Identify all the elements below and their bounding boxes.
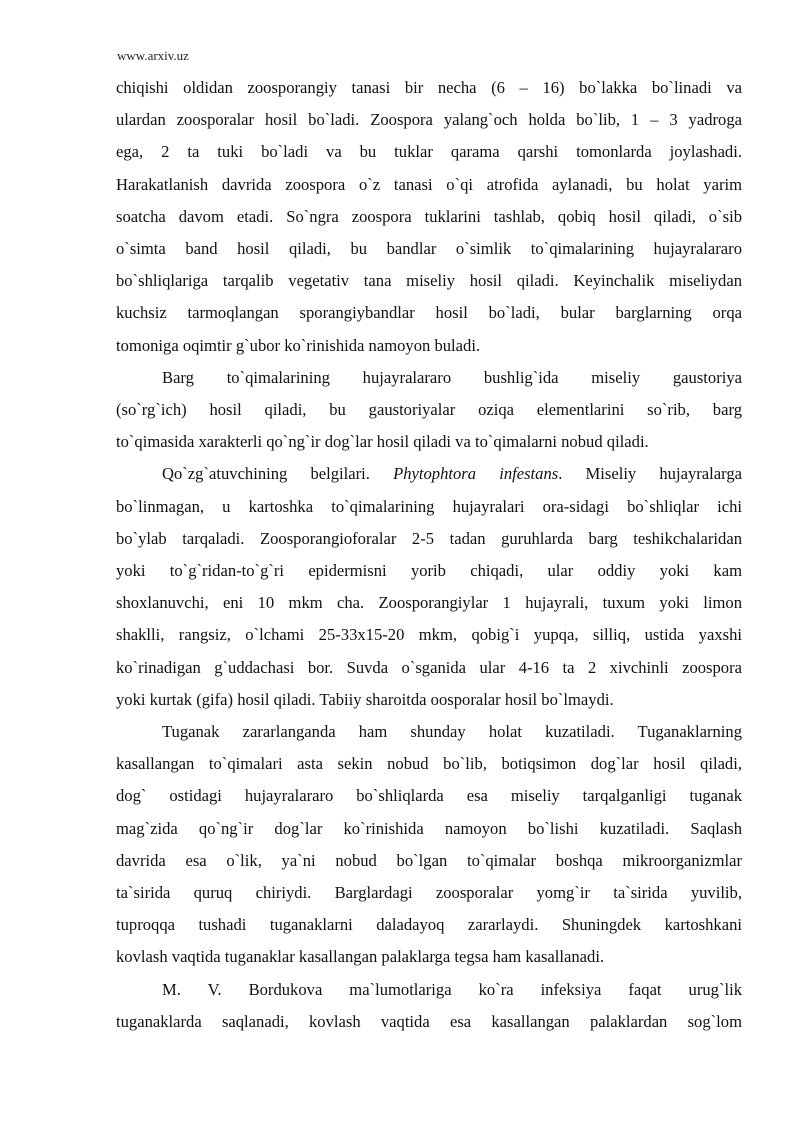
text-line: chiqishi oldidan zoosporangiy tanasi bir necha (6 – 16) bo`lakka bo`linadi va <box>116 78 742 97</box>
text-line: yoki to`g`ridan-to`g`ri epidermisni yorib chiqadi, ular oddiy yoki kam <box>116 561 742 581</box>
text-line: kasallangan to`qimalari asta sekin nobud bo`lib, botiqsimon dog`lar hosil qiladi, <box>116 754 742 774</box>
text-line: bo`linmagan, u kartoshka to`qimalarining hujayralari ora-sidagi bo`shliqlar ichi <box>116 496 742 516</box>
paragraph-5 <box>116 974 742 1038</box>
text-line: bo`ylab tarqaladi. Zoosporangioforalar 2-5 tadan guruhlarda barg teshikchalaridan <box>116 528 742 548</box>
paragraph-lead-rest: . Miseliy hujayralarga <box>558 464 742 484</box>
text-line: kuchsiz tarmoqlangan sporangiybandlar hosil bo`ladi, bular barglarning orqa <box>116 303 742 323</box>
paragraph-4 <box>116 716 742 974</box>
text-line: Harakatlanish davrida zoospora o`z tanasi o`qi atrofida aylanadi, bu holat yarim <box>116 174 742 194</box>
text-line-with-italic <box>116 458 742 490</box>
text-line: tomoniga oqimtir g`ubor ko`rinishida namoyon buladi. <box>116 335 481 355</box>
text-line: davrida esa o`lik, ya`ni nobud bo`lgan to`qimalar boshqa mikroorganizmlar <box>116 850 742 870</box>
text-line: ulardan zoosporalar hosil bo`ladi. Zoospora yalang`och holda bo`lib, 1 – 3 yadroga <box>116 110 742 130</box>
text-line: (so`rg`ich) hosil qiladi, bu gaustoriyalar oziqa elementlarini so`rib, barg <box>116 400 742 420</box>
document-body <box>116 72 742 1038</box>
source-url: www.arxiv.uz <box>117 48 189 63</box>
paragraph-lead: Qo`zg`atuvchining belgilari. <box>162 464 394 484</box>
text-line: mag`zida qo`ng`ir dog`lar ko`rinishida namoyon bo`lishi kuzatiladi. Saqlash <box>116 818 742 838</box>
text-line: yoki kurtak (gifa) hosil qiladi. Tabiiy sharoitda oosporalar hosil bo`lmaydi. <box>116 689 614 709</box>
text-line: tuganaklarda saqlanadi, kovlash vaqtida esa kasallangan palaklardan sog`lom <box>116 1011 742 1031</box>
text-line: shaklli, rangsiz, o`lchami 25-33x15-20 mkm, qobig`i yupqa, silliq, ustida yaxshi <box>116 625 742 645</box>
paragraph-2 <box>116 362 742 459</box>
species-name: Phytophtora infestans <box>393 464 559 484</box>
text-line: o`simta band hosil qiladi, bu bandlar o`simlik to`qimalarining hujayralararo <box>116 239 742 259</box>
text-line: shoxlanuvchi, eni 10 mkm cha. Zoosporangiylar 1 hujayrali, tuxum yoki limon <box>116 593 742 613</box>
text-line: soatcha davom etadi. So`ngra zoospora tuklarini tashlab, qobiq hosil qiladi, o`sib <box>116 206 742 226</box>
text-line: ko`rinadigan g`uddachasi bor. Suvda o`sganida ular 4-16 ta 2 xivchinli zoospora <box>116 657 742 677</box>
text-line: to`qimasida xarakterli qo`ng`ir dog`lar hosil qiladi va to`qimalarni nobud qiladi. <box>116 432 649 452</box>
text-line: ega, 2 ta tuki bo`ladi va bu tuklar qarama qarshi tomonlarda joylashadi. <box>116 142 742 162</box>
paragraph-1 <box>116 72 742 362</box>
text-line: M. V. Bordukova ma`lumotlariga ko`ra infeksiya faqat urug`lik <box>162 979 742 999</box>
text-line: bo`shliqlariga tarqalib vegetativ tana miseliy hosil qiladi. Keyinchalik miseliydan <box>116 271 742 291</box>
text-line: Barg to`qimalarining hujayralararo bushlig`ida miseliy gaustoriya <box>162 367 742 387</box>
paragraph-3 <box>116 458 742 716</box>
text-line: ta`sirida quruq chiriydi. Barglardagi zoosporalar yomg`ir ta`sirida yuvilib, <box>116 883 742 903</box>
text-line: Tuganak zararlanganda ham shunday holat kuzatiladi. Tuganaklarning <box>162 722 742 742</box>
text-line: dog` ostidagi hujayralararo bo`shliqlarda esa miseliy tarqalganligi tuganak <box>116 786 742 806</box>
text-line: kovlash vaqtida tuganaklar kasallangan palaklarga tegsa ham kasallanadi. <box>116 947 605 967</box>
text-line: tuproqqa tushadi tuganaklarni daladayoq zararlaydi. Shuningdek kartoshkani <box>116 915 742 935</box>
